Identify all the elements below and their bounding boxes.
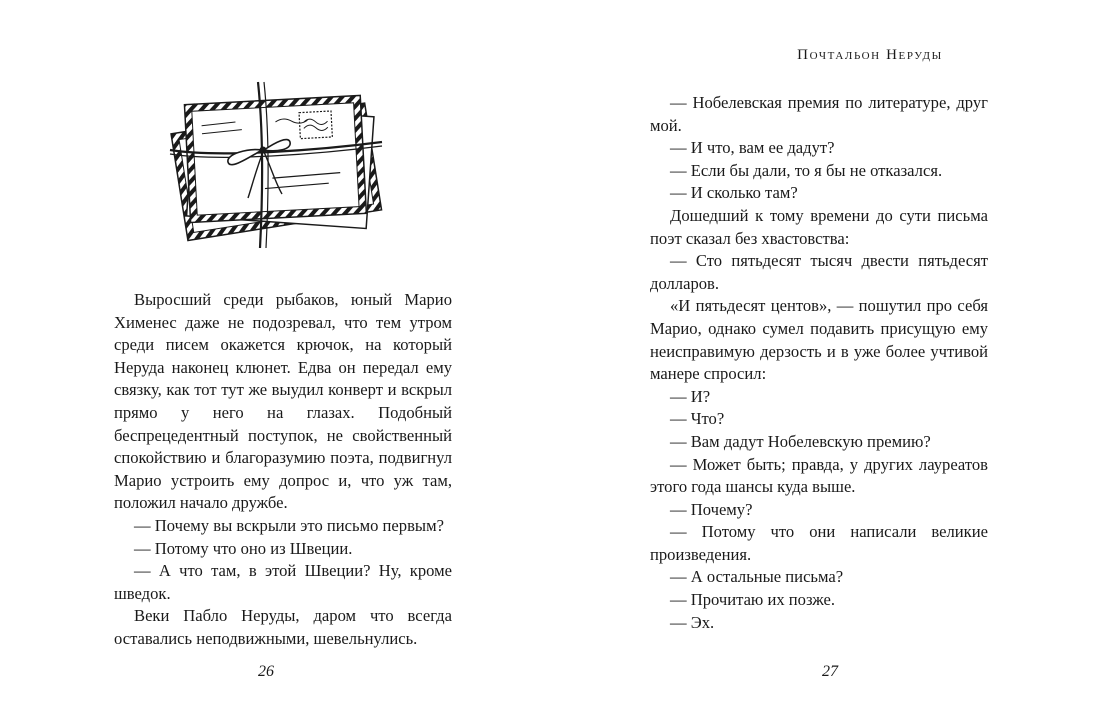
dialogue-line: — И что, вам ее дадут? <box>670 138 835 158</box>
dialogue-line: — Что? <box>670 409 725 429</box>
dialogue-line: — Если бы дали, то я бы не отказался. <box>670 160 943 180</box>
paragraph: Дошедший к тому времени до сути письма поэт сказал без хвастовства: <box>650 205 988 248</box>
dialogue-line: — Почему? <box>670 499 753 519</box>
right-page <box>550 0 1100 726</box>
dialogue-line: — Вам дадут Нобелевскую премию? <box>670 431 931 451</box>
dialogue-line: — Может быть; правда, у других лауреатов этого года шансы куда выше. <box>650 454 988 497</box>
right-body-text <box>650 92 988 634</box>
paragraph: «И пятьдесят центов», — пошутил про себя Марио, однако сумел подавить присущую ему неисправимую дерзость и в уже более учтивой манере спросил: <box>650 296 988 384</box>
dialogue-line: — Эх. <box>670 612 715 632</box>
dialogue-line: — И? <box>670 386 711 406</box>
page-number: 26 <box>258 663 274 680</box>
dialogue-line: — А что там, в этой Швеции? Ну, кроме шведок. <box>114 561 452 603</box>
paragraph: Выросший среди рыбаков, юный Марио Хименес даже не подозревал, что тем утром среди писем окажется крючок, на который Неруда наконец клюнет. Едва он передал ему связку, как тот тут же выудил конверт и вскрыл прямо у него на глазах. Подобный беспрецедентный поступок, не свойственный спокойствию и благоразумию поэта, подвигнул Марио устроить ему допрос и, что уж там, положил начало дружбе. <box>114 290 452 513</box>
page-number: 27 <box>822 663 838 680</box>
bundle-of-letters-icon <box>160 80 390 250</box>
dialogue-line: — Сто пятьдесят тысяч двести пятьдесят долларов. <box>650 251 988 293</box>
dialogue-line: — Потому что они написали великие произведения. <box>650 522 988 564</box>
left-body-text <box>114 289 452 651</box>
running-head: Почтальон Неруды <box>797 47 943 63</box>
dialogue-line: — Почему вы вскрыли это письмо первым? <box>134 515 444 535</box>
dialogue-line: — Нобелевская премия по литературе, друг мой. <box>650 93 988 135</box>
dialogue-line: — И сколько там? <box>670 183 798 203</box>
dialogue-line: — А остальные письма? <box>670 567 844 587</box>
dialogue-line: — Потому что оно из Швеции. <box>134 538 353 558</box>
dialogue-line: — Прочитаю их позже. <box>670 590 835 610</box>
paragraph: Веки Пабло Неруды, даром что всегда оставались неподвижными, шевельнулись. <box>114 606 452 648</box>
